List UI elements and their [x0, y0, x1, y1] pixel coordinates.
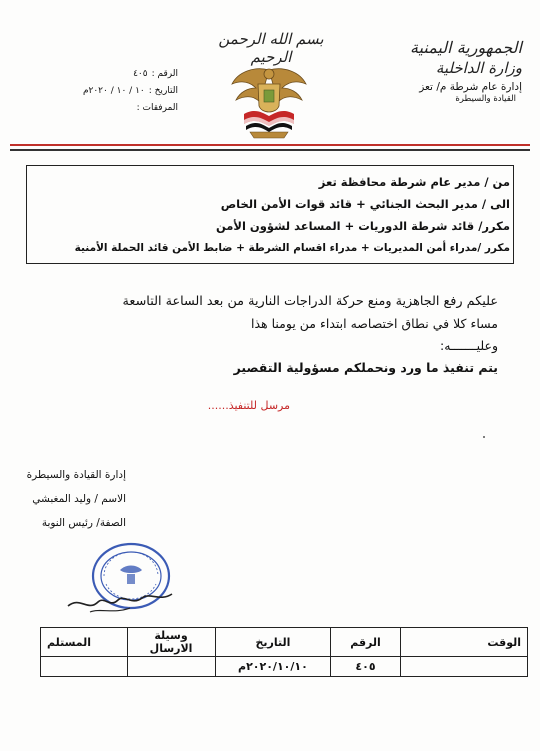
signature-role: الصفة/ رئيس النوبة: [41, 517, 126, 529]
table-header-means: وسيلة الارسال: [127, 628, 215, 657]
header-rule-red: [10, 144, 530, 146]
meta-attachments-label: المرفقات :: [136, 103, 178, 113]
table-cell-means: [127, 657, 215, 677]
ministry-title: وزارة الداخلية: [435, 59, 522, 77]
yemen-eagle-emblem-icon: [224, 62, 314, 140]
table-cell-receiver: [41, 657, 128, 677]
table-row: [41, 657, 528, 677]
republic-title: الجمهورية اليمنية: [409, 38, 522, 57]
table-header-number: الرقم: [331, 628, 400, 657]
body-line-3: وعليـــــــه:: [440, 338, 498, 353]
directorate-title: إدارة عام شرطة م/ تعز: [419, 81, 522, 93]
meta-date-label: التاريخ :: [148, 86, 178, 96]
sent-for-execution: مرسل للتنفيذ......: [207, 399, 290, 412]
address-to: الى / مدير البحث الجنائي + قائد قوات الأمن الخاص: [220, 197, 510, 211]
meta-number-value: ٤٠٥: [133, 69, 148, 79]
table-header-date: التاريخ: [215, 628, 331, 657]
table-header-receiver: المستلم: [41, 628, 128, 657]
signature-name: الاسم / وليد المغبشي: [32, 493, 126, 505]
document-meta: [58, 66, 178, 117]
header-rule-dark: [10, 149, 530, 151]
body-line-2: مساء كلا في نطاق اختصاصه ابتداء من يومنا هذا: [251, 316, 498, 331]
table-cell-number: ٤٠٥: [331, 657, 400, 677]
ministry-header: [372, 38, 522, 105]
bismillah-header: بسم الله الرحمن الرحيم: [218, 30, 324, 66]
table-cell-time: [400, 657, 527, 677]
dispatch-table: [40, 627, 528, 677]
body-line-1: عليكم رفع الجاهزية ومنع حركة الدراجات النارية من بعد الساعة التاسعة: [122, 294, 498, 309]
command-title: القيادة والسيطرة: [455, 94, 516, 104]
signature-dept: إدارة القيادة والسيطرة: [26, 469, 126, 481]
body-line-4: يتم تنفيذ ما ورد ونحملكم مسؤولية التقصير: [233, 360, 498, 375]
table-cell-date: ٢٠٢٠/١٠/١٠م: [215, 657, 331, 677]
address-from: من / مدير عام شرطة محافظة تعز: [318, 175, 510, 189]
meta-attachments-row: [58, 100, 178, 117]
handwritten-signature-icon: [60, 578, 180, 618]
meta-date-value: ١٠ / ١٠ / ٢٠٢٠م: [82, 86, 145, 96]
meta-date-row: [58, 83, 178, 100]
address-cc1: مكرر/ قائد شرطة الدوريات + المساعد لشؤون الأمن: [215, 219, 510, 233]
address-cc2: مكرر /مدراء أمن المديريات + مدراء اقسام الشرطة + ضابط الأمن قائد الحملة الأمنية: [74, 242, 510, 254]
meta-number-row: [58, 66, 178, 83]
table-header-row: [41, 628, 528, 657]
stray-dot: [483, 436, 485, 438]
table-header-time: الوقت: [400, 628, 527, 657]
meta-number-label: الرقم :: [151, 69, 178, 79]
